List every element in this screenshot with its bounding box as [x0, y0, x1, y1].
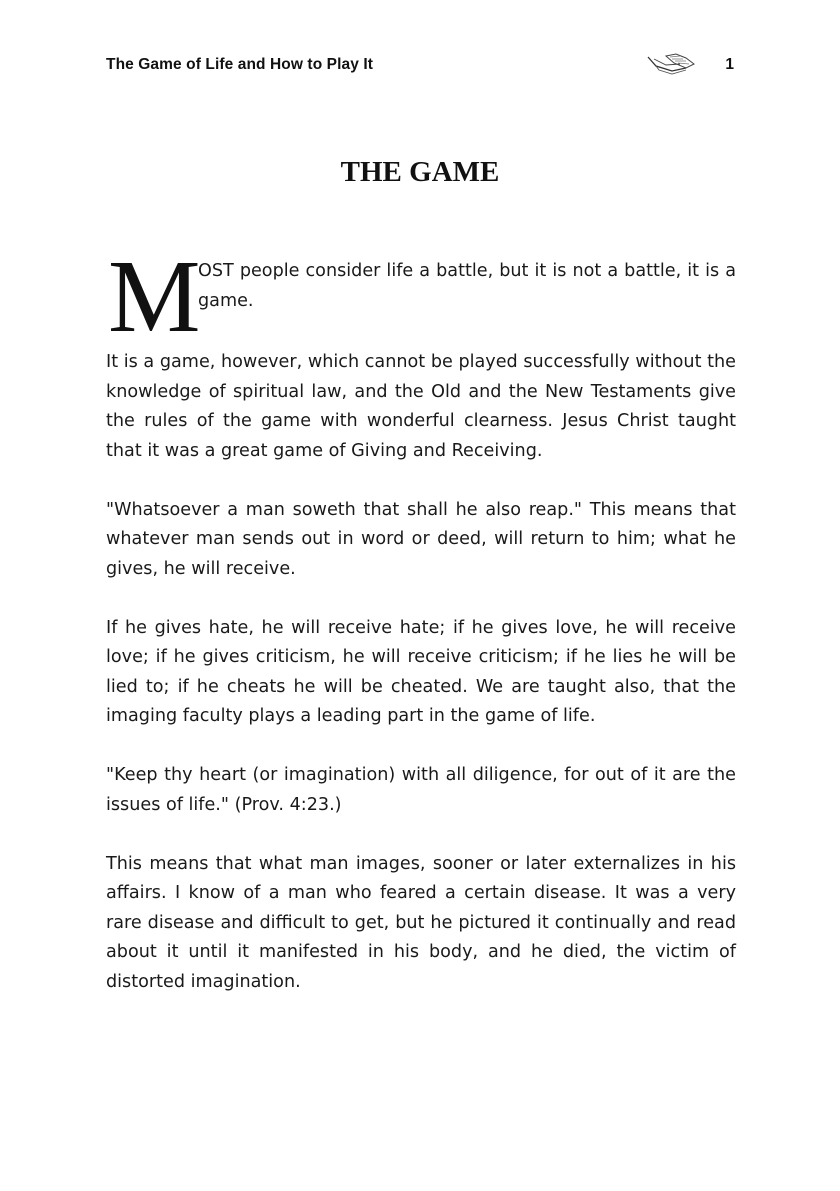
chapter-body [106, 239, 736, 1027]
paragraph: This means that what man images, sooner or later externalizes in his affairs. I know of a man who feared a certain disease. It was a very rare disease and difficult to get, but he pictured it continually and read about it until it manifested in his body, and he died, the victim of distorted imagination. [106, 853, 736, 992]
page-number: 1 [725, 56, 734, 73]
running-header [106, 56, 738, 80]
paragraph: "Whatsoever a man soweth that shall he also reap." This means that whatever man sends out in word or deed, will return to him; what he gives, he will receive. [106, 499, 736, 579]
opening-paragraph [106, 239, 736, 354]
open-book-icon [646, 52, 696, 78]
book-title: The Game of Life and How to Play It [106, 56, 374, 73]
paragraph: "Keep thy heart (or imagination) with all diligence, for out of it are the issues of life." (Prov. 4:23.) [106, 765, 736, 815]
paragraph: If he gives hate, he will receive hate; if he gives love, he will receive love; if he gives criticism, he will receive criticism; if he lies he will be lied to; if he cheats he will be cheated. We are taught also, that the imaging faculty plays a leading part in the game of life. [106, 617, 736, 726]
opening-text: OST people consider life a battle, but it is not a battle, it is a game. [198, 261, 736, 311]
paragraph: It is a game, however, which cannot be played successfully without the knowledge of spiritual law, and the Old and the New Testaments give the rules of the game with wonderful clearness. Jesus Christ taught that it was a great game of Giving and Receiving. [106, 352, 736, 461]
chapter-title: THE GAME [340, 156, 500, 188]
drop-cap: M [108, 239, 201, 354]
